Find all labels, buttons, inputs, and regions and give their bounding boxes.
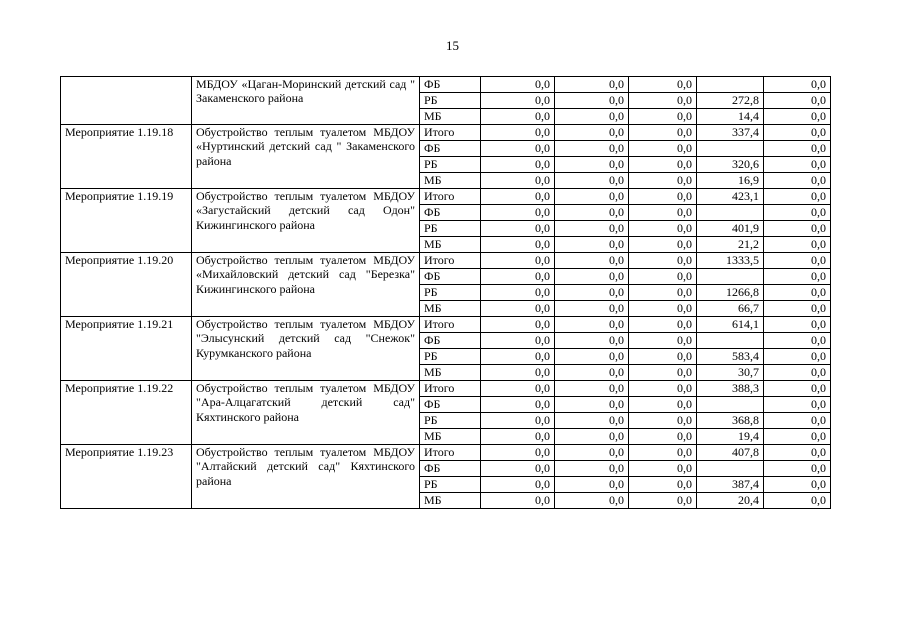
value-cell-1: 0,0 — [481, 141, 555, 157]
funding-source-cell: МБ — [420, 301, 481, 317]
funding-source-cell: МБ — [420, 429, 481, 445]
value-cell-4: 320,6 — [697, 157, 764, 173]
value-cell-5: 0,0 — [764, 173, 831, 189]
value-cell-2: 0,0 — [555, 445, 629, 461]
table-row — [61, 317, 831, 333]
value-cell-4: 19,4 — [697, 429, 764, 445]
value-cell-3: 0,0 — [629, 285, 697, 301]
value-cell-3: 0,0 — [629, 205, 697, 221]
value-cell-3: 0,0 — [629, 189, 697, 205]
funding-source-cell: МБ — [420, 365, 481, 381]
funding-source-cell: МБ — [420, 237, 481, 253]
value-cell-4: 583,4 — [697, 349, 764, 365]
value-cell-4 — [697, 269, 764, 285]
value-cell-5: 0,0 — [764, 77, 831, 93]
value-cell-4: 614,1 — [697, 317, 764, 333]
value-cell-5: 0,0 — [764, 157, 831, 173]
budget-table — [60, 76, 831, 509]
value-cell-1: 0,0 — [481, 397, 555, 413]
value-cell-3: 0,0 — [629, 397, 697, 413]
value-cell-1: 0,0 — [481, 477, 555, 493]
value-cell-1: 0,0 — [481, 333, 555, 349]
table-row — [61, 77, 831, 93]
value-cell-2: 0,0 — [555, 141, 629, 157]
value-cell-4: 20,4 — [697, 493, 764, 509]
value-cell-1: 0,0 — [481, 493, 555, 509]
value-cell-5: 0,0 — [764, 477, 831, 493]
value-cell-2: 0,0 — [555, 93, 629, 109]
value-cell-3: 0,0 — [629, 301, 697, 317]
value-cell-2: 0,0 — [555, 285, 629, 301]
value-cell-2: 0,0 — [555, 157, 629, 173]
value-cell-1: 0,0 — [481, 173, 555, 189]
value-cell-5: 0,0 — [764, 381, 831, 397]
value-cell-3: 0,0 — [629, 413, 697, 429]
table-row — [61, 189, 831, 205]
value-cell-1: 0,0 — [481, 269, 555, 285]
value-cell-4: 407,8 — [697, 445, 764, 461]
value-cell-2: 0,0 — [555, 397, 629, 413]
value-cell-5: 0,0 — [764, 253, 831, 269]
value-cell-5: 0,0 — [764, 349, 831, 365]
value-cell-3: 0,0 — [629, 253, 697, 269]
value-cell-2: 0,0 — [555, 205, 629, 221]
funding-source-cell: РБ — [420, 413, 481, 429]
value-cell-1: 0,0 — [481, 77, 555, 93]
funding-source-cell: ФБ — [420, 333, 481, 349]
value-cell-5: 0,0 — [764, 365, 831, 381]
value-cell-1: 0,0 — [481, 461, 555, 477]
event-description-cell: Обустройство теплым туалетом МБДОУ «Загустайский детский сад Одон" Кижингинского района — [192, 189, 420, 253]
value-cell-5: 0,0 — [764, 285, 831, 301]
value-cell-2: 0,0 — [555, 109, 629, 125]
value-cell-2: 0,0 — [555, 429, 629, 445]
value-cell-5: 0,0 — [764, 397, 831, 413]
value-cell-5: 0,0 — [764, 301, 831, 317]
event-name-cell: Мероприятие 1.19.19 — [61, 189, 192, 253]
funding-source-cell: РБ — [420, 93, 481, 109]
funding-source-cell: Итого — [420, 317, 481, 333]
value-cell-3: 0,0 — [629, 365, 697, 381]
value-cell-4: 66,7 — [697, 301, 764, 317]
event-name-cell — [61, 77, 192, 125]
event-name-cell: Мероприятие 1.19.20 — [61, 253, 192, 317]
value-cell-5: 0,0 — [764, 237, 831, 253]
funding-source-cell: РБ — [420, 157, 481, 173]
funding-source-cell: РБ — [420, 349, 481, 365]
value-cell-1: 0,0 — [481, 301, 555, 317]
value-cell-5: 0,0 — [764, 429, 831, 445]
value-cell-2: 0,0 — [555, 253, 629, 269]
event-name-cell: Мероприятие 1.19.21 — [61, 317, 192, 381]
value-cell-4: 387,4 — [697, 477, 764, 493]
value-cell-2: 0,0 — [555, 269, 629, 285]
value-cell-3: 0,0 — [629, 445, 697, 461]
funding-source-cell: ФБ — [420, 461, 481, 477]
funding-source-cell: РБ — [420, 221, 481, 237]
value-cell-1: 0,0 — [481, 253, 555, 269]
value-cell-5: 0,0 — [764, 413, 831, 429]
funding-source-cell: МБ — [420, 493, 481, 509]
value-cell-3: 0,0 — [629, 93, 697, 109]
value-cell-4: 1333,5 — [697, 253, 764, 269]
event-name-cell: Мероприятие 1.19.18 — [61, 125, 192, 189]
value-cell-1: 0,0 — [481, 349, 555, 365]
funding-source-cell: РБ — [420, 477, 481, 493]
value-cell-5: 0,0 — [764, 189, 831, 205]
value-cell-2: 0,0 — [555, 125, 629, 141]
value-cell-4: 1266,8 — [697, 285, 764, 301]
page-number: 15 — [446, 38, 459, 53]
value-cell-2: 0,0 — [555, 493, 629, 509]
funding-source-cell: ФБ — [420, 397, 481, 413]
value-cell-4 — [697, 141, 764, 157]
event-name-cell: Мероприятие 1.19.22 — [61, 381, 192, 445]
value-cell-4 — [697, 397, 764, 413]
funding-source-cell: Итого — [420, 381, 481, 397]
table-row — [61, 381, 831, 397]
value-cell-5: 0,0 — [764, 269, 831, 285]
value-cell-5: 0,0 — [764, 205, 831, 221]
value-cell-4: 401,9 — [697, 221, 764, 237]
value-cell-1: 0,0 — [481, 413, 555, 429]
funding-source-cell: ФБ — [420, 205, 481, 221]
value-cell-3: 0,0 — [629, 269, 697, 285]
event-description-cell: Обустройство теплым туалетом МБДОУ «Нуртинский детский сад " Закаменского района — [192, 125, 420, 189]
value-cell-3: 0,0 — [629, 157, 697, 173]
value-cell-2: 0,0 — [555, 317, 629, 333]
value-cell-4: 14,4 — [697, 109, 764, 125]
value-cell-3: 0,0 — [629, 333, 697, 349]
value-cell-3: 0,0 — [629, 429, 697, 445]
funding-source-cell: МБ — [420, 173, 481, 189]
value-cell-3: 0,0 — [629, 349, 697, 365]
value-cell-5: 0,0 — [764, 445, 831, 461]
value-cell-3: 0,0 — [629, 461, 697, 477]
value-cell-1: 0,0 — [481, 221, 555, 237]
funding-source-cell: ФБ — [420, 141, 481, 157]
value-cell-4: 368,8 — [697, 413, 764, 429]
value-cell-1: 0,0 — [481, 125, 555, 141]
value-cell-5: 0,0 — [764, 461, 831, 477]
value-cell-5: 0,0 — [764, 141, 831, 157]
value-cell-2: 0,0 — [555, 349, 629, 365]
value-cell-4: 337,4 — [697, 125, 764, 141]
value-cell-4: 423,1 — [697, 189, 764, 205]
value-cell-1: 0,0 — [481, 381, 555, 397]
value-cell-5: 0,0 — [764, 109, 831, 125]
funding-source-cell: Итого — [420, 445, 481, 461]
value-cell-2: 0,0 — [555, 173, 629, 189]
value-cell-1: 0,0 — [481, 157, 555, 173]
value-cell-2: 0,0 — [555, 77, 629, 93]
value-cell-2: 0,0 — [555, 221, 629, 237]
table-row — [61, 445, 831, 461]
value-cell-2: 0,0 — [555, 333, 629, 349]
value-cell-4: 16,9 — [697, 173, 764, 189]
value-cell-4 — [697, 205, 764, 221]
funding-source-cell: РБ — [420, 285, 481, 301]
table-row — [61, 125, 831, 141]
value-cell-3: 0,0 — [629, 125, 697, 141]
value-cell-3: 0,0 — [629, 221, 697, 237]
value-cell-1: 0,0 — [481, 429, 555, 445]
value-cell-2: 0,0 — [555, 365, 629, 381]
funding-source-cell: Итого — [420, 125, 481, 141]
event-description-cell: Обустройство теплым туалетом МБДОУ "Алтайский детский сад" Кяхтинского района — [192, 445, 420, 509]
value-cell-3: 0,0 — [629, 141, 697, 157]
value-cell-3: 0,0 — [629, 109, 697, 125]
value-cell-4: 272,8 — [697, 93, 764, 109]
value-cell-5: 0,0 — [764, 125, 831, 141]
value-cell-1: 0,0 — [481, 237, 555, 253]
value-cell-5: 0,0 — [764, 93, 831, 109]
value-cell-3: 0,0 — [629, 381, 697, 397]
value-cell-4 — [697, 77, 764, 93]
value-cell-2: 0,0 — [555, 477, 629, 493]
value-cell-2: 0,0 — [555, 461, 629, 477]
value-cell-1: 0,0 — [481, 445, 555, 461]
table-row — [61, 253, 831, 269]
value-cell-2: 0,0 — [555, 237, 629, 253]
value-cell-3: 0,0 — [629, 77, 697, 93]
value-cell-3: 0,0 — [629, 237, 697, 253]
value-cell-3: 0,0 — [629, 493, 697, 509]
value-cell-1: 0,0 — [481, 205, 555, 221]
funding-source-cell: Итого — [420, 253, 481, 269]
value-cell-1: 0,0 — [481, 317, 555, 333]
funding-source-cell: Итого — [420, 189, 481, 205]
value-cell-1: 0,0 — [481, 365, 555, 381]
value-cell-4: 30,7 — [697, 365, 764, 381]
value-cell-2: 0,0 — [555, 381, 629, 397]
value-cell-1: 0,0 — [481, 109, 555, 125]
funding-source-cell: ФБ — [420, 269, 481, 285]
value-cell-1: 0,0 — [481, 285, 555, 301]
value-cell-3: 0,0 — [629, 477, 697, 493]
value-cell-2: 0,0 — [555, 413, 629, 429]
funding-source-cell: ФБ — [420, 77, 481, 93]
value-cell-2: 0,0 — [555, 189, 629, 205]
event-description-cell: Обустройство теплым туалетом МБДОУ "Ара-Алцагатский детский сад" Кяхтинского района — [192, 381, 420, 445]
event-name-cell: Мероприятие 1.19.23 — [61, 445, 192, 509]
value-cell-1: 0,0 — [481, 93, 555, 109]
value-cell-4: 21,2 — [697, 237, 764, 253]
value-cell-5: 0,0 — [764, 333, 831, 349]
event-description-cell: МБДОУ «Цаган-Моринский детский сад " Закаменского района — [192, 77, 420, 125]
event-description-cell: Обустройство теплым туалетом МБДОУ "Элысунский детский сад "Снежок" Курумканского района — [192, 317, 420, 381]
event-description-cell: Обустройство теплым туалетом МБДОУ «Михайловский детский сад "Березка" Кижингинского района — [192, 253, 420, 317]
value-cell-3: 0,0 — [629, 317, 697, 333]
value-cell-5: 0,0 — [764, 317, 831, 333]
funding-source-cell: МБ — [420, 109, 481, 125]
value-cell-4: 388,3 — [697, 381, 764, 397]
value-cell-4 — [697, 333, 764, 349]
value-cell-5: 0,0 — [764, 221, 831, 237]
value-cell-1: 0,0 — [481, 189, 555, 205]
value-cell-2: 0,0 — [555, 301, 629, 317]
value-cell-5: 0,0 — [764, 493, 831, 509]
value-cell-3: 0,0 — [629, 173, 697, 189]
value-cell-4 — [697, 461, 764, 477]
